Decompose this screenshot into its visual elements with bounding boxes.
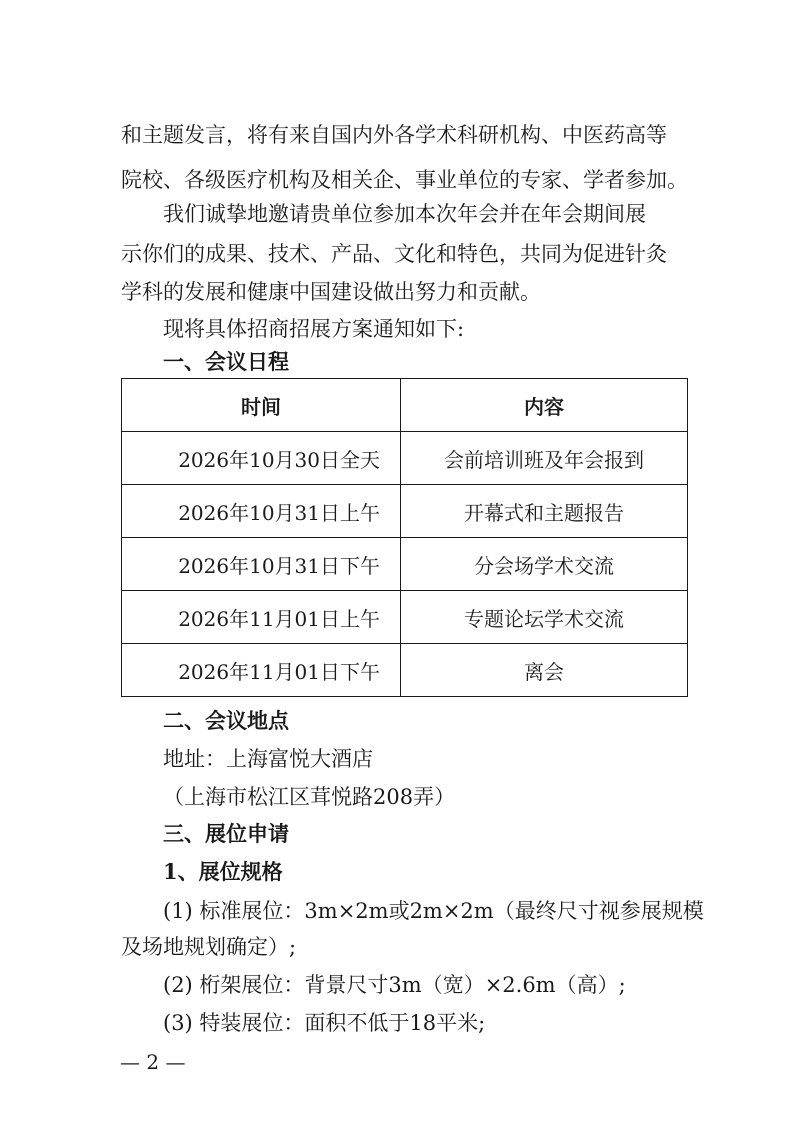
paragraph-line: 院校、各级医疗机构及相关企、事业单位的专家、学者参加。 [121, 168, 688, 192]
booth-spec-subtitle: 1、展位规格 [163, 859, 283, 884]
table-header-row [122, 379, 688, 432]
paragraph-line: 示你们的成果、技术、产品、文化和特色，共同为促进针灸 [121, 242, 667, 266]
section-title-booth: 三、展位申请 [163, 822, 289, 846]
schedule-time: 2026年11月01日下午 [122, 644, 401, 697]
paragraph-line: 学科的发展和健康中国建设做出努力和贡献。 [121, 280, 541, 304]
booth-spec-item: (1) 标准展位：3m×2m或2m×2m（最终尺寸视参展规模 [163, 899, 704, 923]
schedule-time: 2026年11月01日上午 [122, 591, 401, 644]
schedule-time: 2026年10月31日下午 [122, 538, 401, 591]
schedule-table [121, 378, 688, 697]
venue-address: 地址：上海富悦大酒店 [163, 747, 373, 771]
section-title-venue: 二、会议地点 [163, 709, 289, 733]
schedule-content: 开幕式和主题报告 [401, 485, 688, 538]
schedule-content: 分会场学术交流 [401, 538, 688, 591]
page-number: — 2 — [120, 1050, 186, 1074]
table-row [122, 538, 688, 591]
schedule-content: 会前培训班及年会报到 [401, 432, 688, 485]
booth-spec-item: (2) 桁架展位：背景尺寸3m（宽）×2.6m（高）; [163, 973, 626, 997]
section-title-schedule: 一、会议日程 [163, 350, 289, 374]
paragraph-line: 我们诚挚地邀请贵单位参加本次年会并在年会期间展 [163, 202, 646, 226]
column-header-content: 内容 [401, 379, 688, 432]
schedule-content: 离会 [401, 644, 688, 697]
paragraph-line: 现将具体招商招展方案通知如下: [163, 317, 465, 341]
booth-spec-item: (3) 特装展位：面积不低于18平米; [163, 1011, 486, 1035]
schedule-time: 2026年10月30日全天 [122, 432, 401, 485]
table-row [122, 591, 688, 644]
venue-address-detail: （上海市松江区茸悦路208弄） [163, 785, 456, 809]
column-header-time: 时间 [122, 379, 401, 432]
paragraph-line: 和主题发言，将有来自国内外各学术科研机构、中医药高等 [121, 123, 667, 147]
booth-spec-item: 及场地规划确定）; [121, 935, 297, 959]
table-row [122, 644, 688, 697]
schedule-time: 2026年10月31日上午 [122, 485, 401, 538]
table-row [122, 432, 688, 485]
schedule-content: 专题论坛学术交流 [401, 591, 688, 644]
table-row [122, 485, 688, 538]
